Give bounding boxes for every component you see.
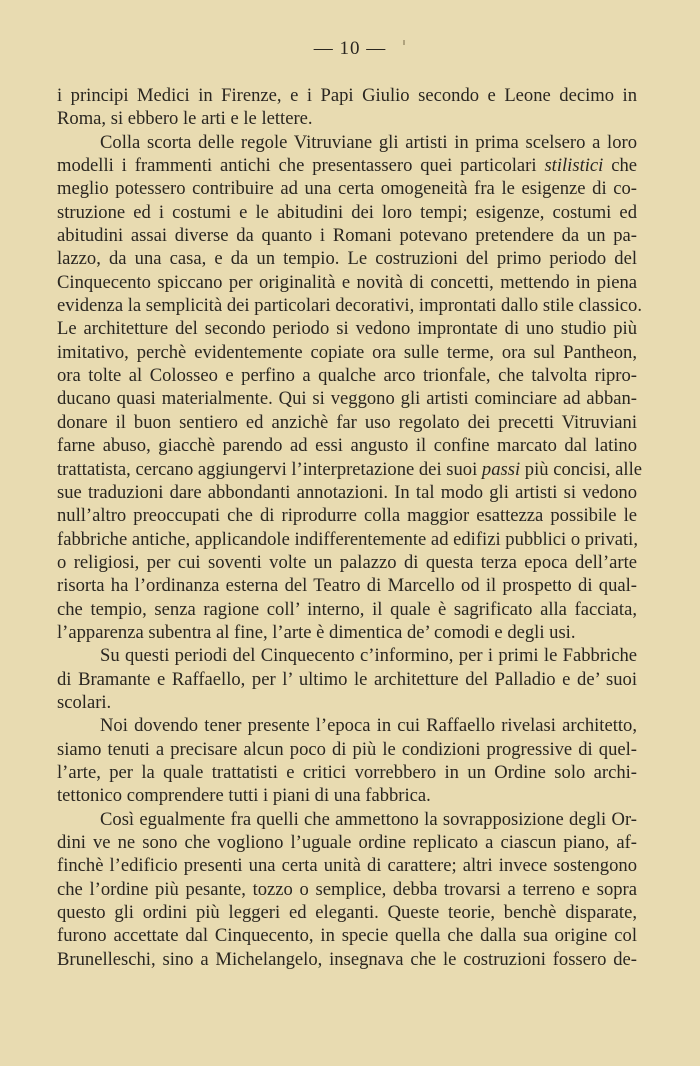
- text-span: trattatista, cercano aggiungervi l’interpretazione dei suoi: [57, 458, 482, 480]
- text-line: furono accettate dal Cinquecento, in specie quella che dalla sua origine col: [57, 925, 637, 947]
- text-line: Roma, si ebbero le arti e le lettere.: [57, 108, 313, 130]
- text-line: i principi Medici in Firenze, e i Papi Giulio secondo e Leone decimo in: [57, 85, 637, 106]
- text-span: più concisi, alle: [520, 458, 642, 480]
- text-line: scolari.: [57, 691, 112, 713]
- text-line: donare il buon sentiero ed anzichè far uso regolato dei precetti Vitruviani: [57, 411, 637, 433]
- italic-word: passi: [481, 458, 521, 480]
- text-line: Così egualmente fra quelli che ammettono la sovrapposizione degli Or-: [100, 808, 637, 830]
- text-line: lazzo, da una casa, e da un tempio. Le costruzioni del primo periodo del: [57, 248, 637, 270]
- page-number: — 10 —: [313, 38, 387, 59]
- text-line: struzione ed i costumi e le abitudini dei loro tempi; esigenze, costumi ed: [57, 201, 637, 223]
- text-line: null’altro preoccupati che di riprodurre colla maggior esattezza possibile le: [57, 505, 637, 527]
- text-line: che tempio, senza ragione coll’ interno, il quale è sagrificato alla facciata,: [57, 598, 637, 620]
- text-span: modelli i frammenti antichi che presentassero quei particolari: [57, 155, 545, 177]
- text-span: che: [603, 155, 638, 177]
- text-line: [57, 154, 637, 177]
- text-line: finchè l’edificio presenti una certa unità di carattere; altri invece sostengono: [57, 855, 637, 877]
- text-line: ora tolte al Colosseo e perfino a qualche arco trionfale, che talvolta ripro-: [57, 365, 637, 387]
- text-line: imitativo, perchè evidentemente copiate ora sulle terme, ora sul Pantheon,: [57, 341, 637, 363]
- text-line: farne abuso, giacchè parendo ad essi angusto il confine marcato dal latino: [57, 435, 637, 457]
- text-line: Su questi periodi del Cinquecento c’informino, per i primi le Fabbriche: [100, 645, 637, 667]
- text-line: [57, 458, 642, 481]
- text-line: Noi dovendo tener presente l’epoca in cui Raffaello rivelasi architetto,: [100, 715, 637, 737]
- text-line: fabbriche antiche, applicandole indifferentemente ad edifizi pubblici o privati,: [57, 528, 638, 550]
- text-line: Brunelleschi, sino a Michelangelo, insegnava che le costruzioni fossero de-: [57, 948, 637, 970]
- text-line: Cinquecento spiccano per originalità e novità di concetti, mettendo in piena: [57, 271, 637, 293]
- text-line: ducano quasi materialmente. Qui si veggono gli artisti cominciare ad abban-: [57, 388, 637, 410]
- text-line: siamo tenuti a precisare alcun poco di più le condizioni progressive di quel-: [57, 738, 637, 760]
- text-line: risorta ha l’ordinanza esterna del Teatro di Marcello od il prospetto di qual-: [57, 575, 637, 597]
- text-line: Le architetture del secondo periodo si vedono improntate di uno studio più: [57, 318, 637, 340]
- text-line: l’apparenza subentra al fine, l’arte è dimentica de’ comodi e degli usi.: [57, 621, 576, 643]
- text-line: dini ve ne sono che vogliono l’uguale ordine replicato a ciascun piano, af-: [57, 832, 637, 853]
- text-line: tettonico comprendere tutti i piani di una fabbrica.: [57, 785, 431, 807]
- body-text: [57, 84, 642, 971]
- text-line: di Bramante e Raffaello, per l’ ultimo le architetture del Palladio e de’ suoi: [57, 668, 637, 690]
- text-line: l’arte, per la quale trattatisti e critici vorrebbero in un Ordine solo archi-: [57, 761, 637, 783]
- italic-word: stilistici: [544, 155, 604, 177]
- text-line: che l’ordine più pesante, tozzo o semplice, debba trovarsi a terreno e sopra: [57, 878, 637, 900]
- text-line: questo gli ordini più leggeri ed eleganti. Queste teorie, benchè disparate,: [57, 902, 637, 924]
- text-line: o religiosi, per cui soventi volte un palazzo di questa terza epoca dell’arte: [57, 551, 637, 573]
- text-line: Colla scorta delle regole Vitruviane gli artisti in prima scelsero a loro: [100, 131, 637, 153]
- text-line: sue traduzioni dare abbondanti annotazioni. In tal modo gli artisti si vedono: [57, 481, 637, 503]
- text-line: abitudini assai diverse da quanto i Romani potevano pretendere da un pa-: [57, 225, 637, 247]
- text-line: meglio potessero contribuire ad una certa omogeneità fra le esigenze di co-: [57, 178, 637, 200]
- text-line: evidenza la semplicità dei particolari decorativi, improntati dallo stile classico.: [57, 295, 642, 317]
